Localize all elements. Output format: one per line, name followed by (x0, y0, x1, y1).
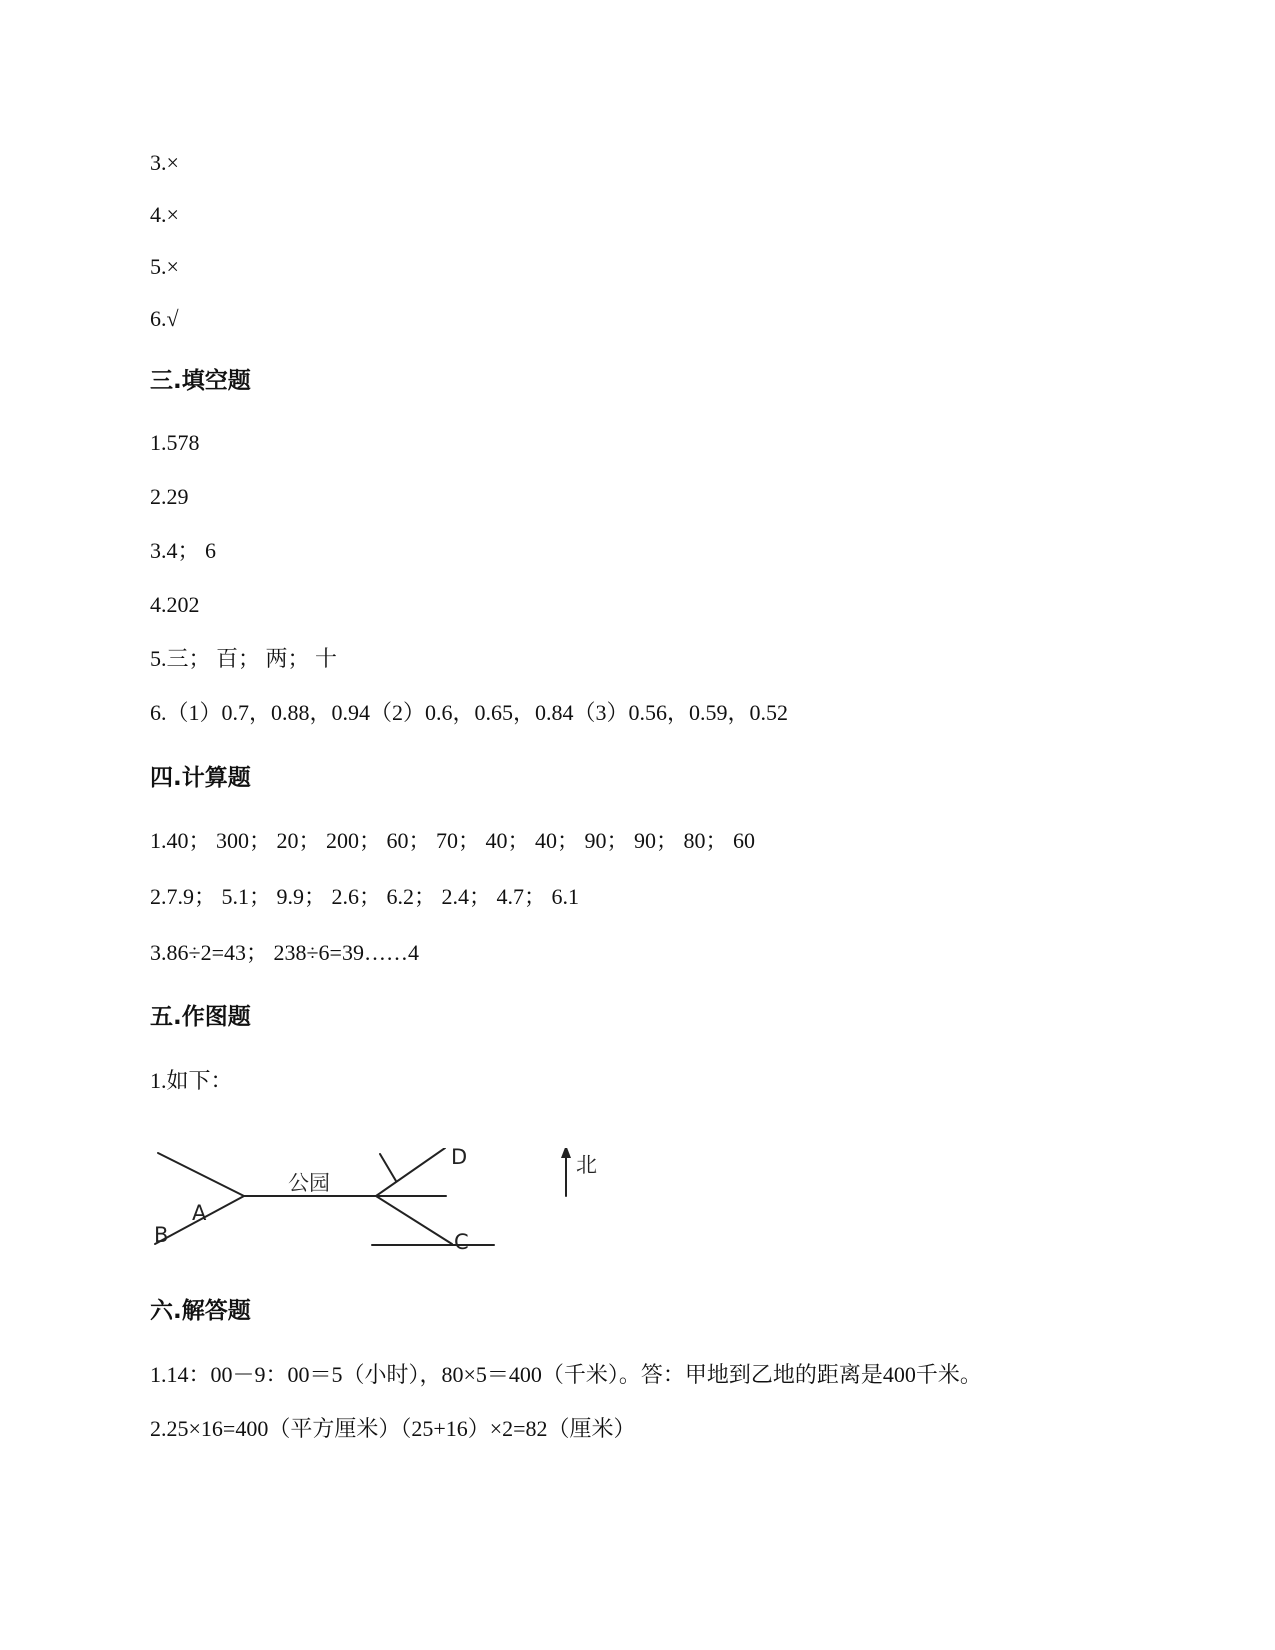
section-heading-calculation: 四.计算题 (150, 765, 251, 791)
route-line-to-c (376, 1196, 452, 1244)
label-north: 北 (576, 1153, 597, 1177)
fill-blank-answer-2: 2.29 (150, 484, 189, 509)
fill-blank-answer-3: 3.4； 6 (150, 538, 217, 563)
fill-blank-answer-6: 6.（1）0.7，0.88，0.94（2）0.6，0.65，0.84（3）0.56，0.59，0.52 (150, 700, 789, 725)
drawing-intro: 1.如下： (150, 1068, 233, 1093)
calculation-answer-2: 2.7.9； 5.1； 9.9； 2.6； 6.2； 2.4； 4.7； 6.1 (150, 884, 580, 909)
judgement-answer-4: 4.× (150, 202, 179, 227)
fill-blank-answer-1: 1.578 (150, 430, 200, 455)
label-a: A (192, 1201, 207, 1225)
judgement-answer-6: 6.√ (150, 306, 179, 331)
label-c: C (454, 1230, 469, 1254)
fill-blank-answer-4: 4.202 (150, 592, 200, 617)
section-heading-fill-blank: 三.填空题 (150, 368, 251, 394)
answer-2: 2.25×16=400（平方厘米）（25+16）×2=82（厘米） (150, 1416, 636, 1441)
route-diagram (150, 1148, 650, 1258)
calculation-answer-1: 1.40； 300； 20； 200； 60； 70； 40； 40； 90； 90； 80； 60 (150, 828, 756, 853)
judgement-answer-5: 5.× (150, 254, 179, 279)
section-heading-drawing: 五.作图题 (150, 1004, 251, 1030)
label-park: 公园 (288, 1171, 330, 1195)
fill-blank-answer-5: 5.三； 百； 两； 十 (150, 646, 338, 671)
judgement-answer-3: 3.× (150, 150, 179, 175)
section-heading-answers: 六.解答题 (150, 1298, 251, 1324)
route-line-branch-stub (380, 1154, 396, 1181)
route-line-to-d (376, 1148, 445, 1196)
label-b: B (154, 1223, 169, 1247)
route-line-upper-left (158, 1153, 244, 1196)
calculation-answer-3: 3.86÷2=43； 238÷6=39……4 (150, 940, 419, 965)
label-d: D (451, 1148, 468, 1169)
north-arrow-head (561, 1148, 571, 1158)
answer-1: 1.14：00－9：00＝5（小时），80×5＝400（千米）。答：甲地到乙地的距离是400千米。 (150, 1362, 982, 1387)
